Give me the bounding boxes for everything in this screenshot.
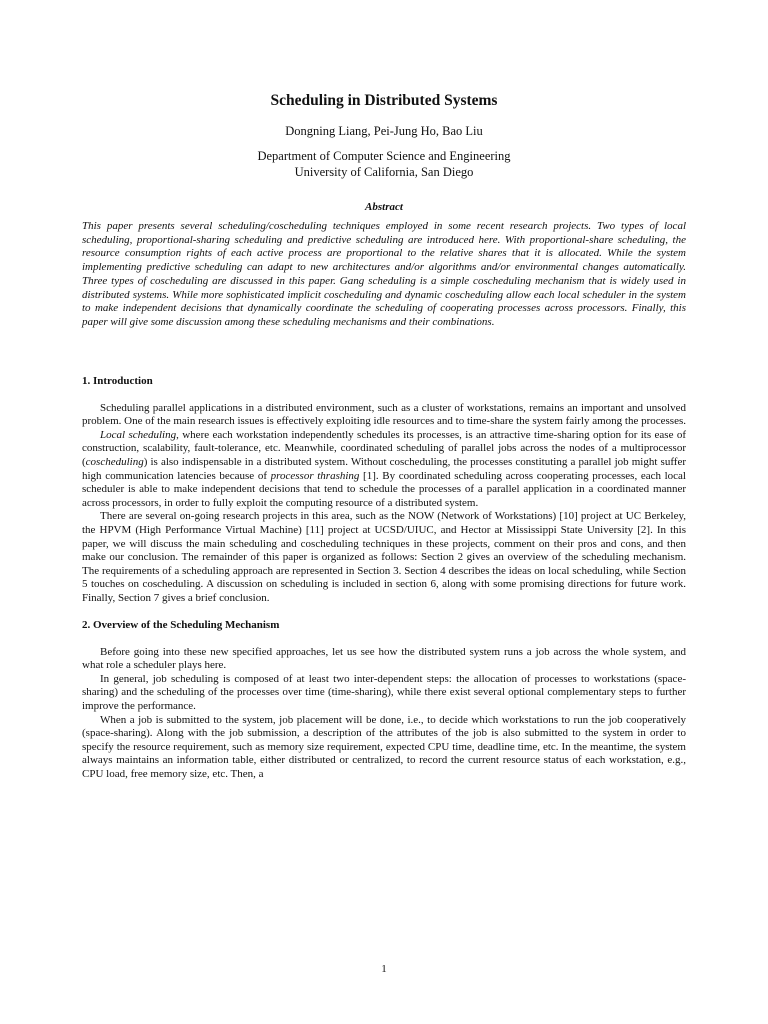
affiliation-line: University of California, San Diego <box>294 165 474 179</box>
emphasis-term: Local scheduling <box>100 428 177 441</box>
abstract-heading: Abstract <box>365 201 403 213</box>
text-run: ) is also indispensable in a distributed system. Without coscheduling, the processes constituting a parallel job might suffer high communication latencies because of <box>82 456 686 482</box>
body-paragraph <box>82 714 686 782</box>
paper-authors: Dongning Liang, Pei-Jung Ho, Bao Liu <box>285 124 483 138</box>
body-paragraph <box>82 429 686 511</box>
emphasis-term: processor thrashing <box>270 469 360 482</box>
paper-affiliation <box>82 148 686 180</box>
text-run: [1]. By coordinated scheduling across cooperating processes, each local scheduler is able to make independent decisions that tend to schedule the processes of a parallel application in a coordinated manner across processors, in order to fully exploit the computing resource of a distributed system. <box>82 469 686 509</box>
text-run: There are several on-going research projects in this area, such as the NOW (Network of Workstations) [10] project at UC Berkeley, the HPVM (High Performance Virtual Machine) [11] project at UCSD/UIUC, and Hector at Mississippi State University [2]. In this paper, we will discuss the main scheduling and coscheduling techniques in these projects, comment on their pros and cons, and then make our conclusion. The remainder of this paper is organized as follows: Section 2 gives an overview of the scheduling mechanism. The requirements of a scheduling approach are represented in Section 3. Section 4 describes the ideas on local scheduling, while Section 5 touches on coscheduling. A discussion on scheduling is included in section 6, along with some promising directions for future work. Finally, Section 7 gives a brief conclusion. <box>82 510 686 604</box>
section-heading-introduction: 1. Introduction <box>82 374 153 387</box>
paper-title: Scheduling in Distributed Systems <box>270 92 498 109</box>
text-run: In general, job scheduling is composed of at least two inter-dependent steps: the allocation of processes to workstations (space-sharing) and the scheduling of the processes over time (time-sharing), while there exist several optional complementary steps to further improve the performance. <box>82 672 686 712</box>
body-paragraph <box>82 673 686 714</box>
affiliation-line: Department of Computer Science and Engineering <box>257 149 511 163</box>
body-paragraph <box>82 510 686 605</box>
text-run: Scheduling parallel applications in a distributed environment, such as a cluster of workstations, remains an important and unsolved problem. One of the main research issues is effectively exploiting idle resources and to time-share the system fairly among the processes. <box>82 401 687 428</box>
abstract-text: This paper presents several scheduling/coscheduling techniques employed in some recent research projects. Two types of local scheduling, proportional-sharing scheduling and predictive scheduling are introduced here. With proportional-share scheduling, the resource consumption rights of each active process are proportional to the relative shares that it is allocated. While the system implementing predictive scheduling can adapt to new architectures and/or algorithms and/or environmental changes automatically. Three types of coscheduling are discussed in this paper. Gang scheduling is a simple coscheduling mechanism that is widely used in distributed systems. While more sophisticated implicit coscheduling and dynamic coscheduling allow each local scheduler in the system to make independent decisions that dynamically coordinate the scheduling of cooperating processes across processors. Finally, this paper will give some discussion among these scheduling mechanisms and their combinations. <box>82 220 686 328</box>
text-run: , where each workstation independently schedules its processes, is an attractive time-sharing option for its ease of construction, scalability, fault-tolerance, etc. Meanwhile, coordinated scheduling of parallel jobs across the nodes of a multiprocessor ( <box>82 428 686 468</box>
text-run: Before going into these new specified approaches, let us see how the distributed system runs a job across the whole system, and what role a scheduler plays here. <box>82 645 686 672</box>
body-paragraph <box>82 402 686 429</box>
page-number: 1 <box>381 963 387 975</box>
section-heading-overview: 2. Overview of the Scheduling Mechanism <box>82 618 280 631</box>
emphasis-term: coscheduling <box>85 456 144 468</box>
text-run: When a job is submitted to the system, job placement will be done, i.e., to decide which workstations to run the job cooperatively (space-sharing). Along with the job submission, a description of the attributes of the job is also submitted to the system in order to specify the resource requirement, such as memory size requirement, expected CPU time, deadline time, etc. In the meantime, the system always maintains an information table, either distributed or centralized, to record the current resource status of each workstation, e.g., CPU load, free memory size, etc. Then, a <box>82 713 686 780</box>
body-paragraph <box>82 646 686 673</box>
